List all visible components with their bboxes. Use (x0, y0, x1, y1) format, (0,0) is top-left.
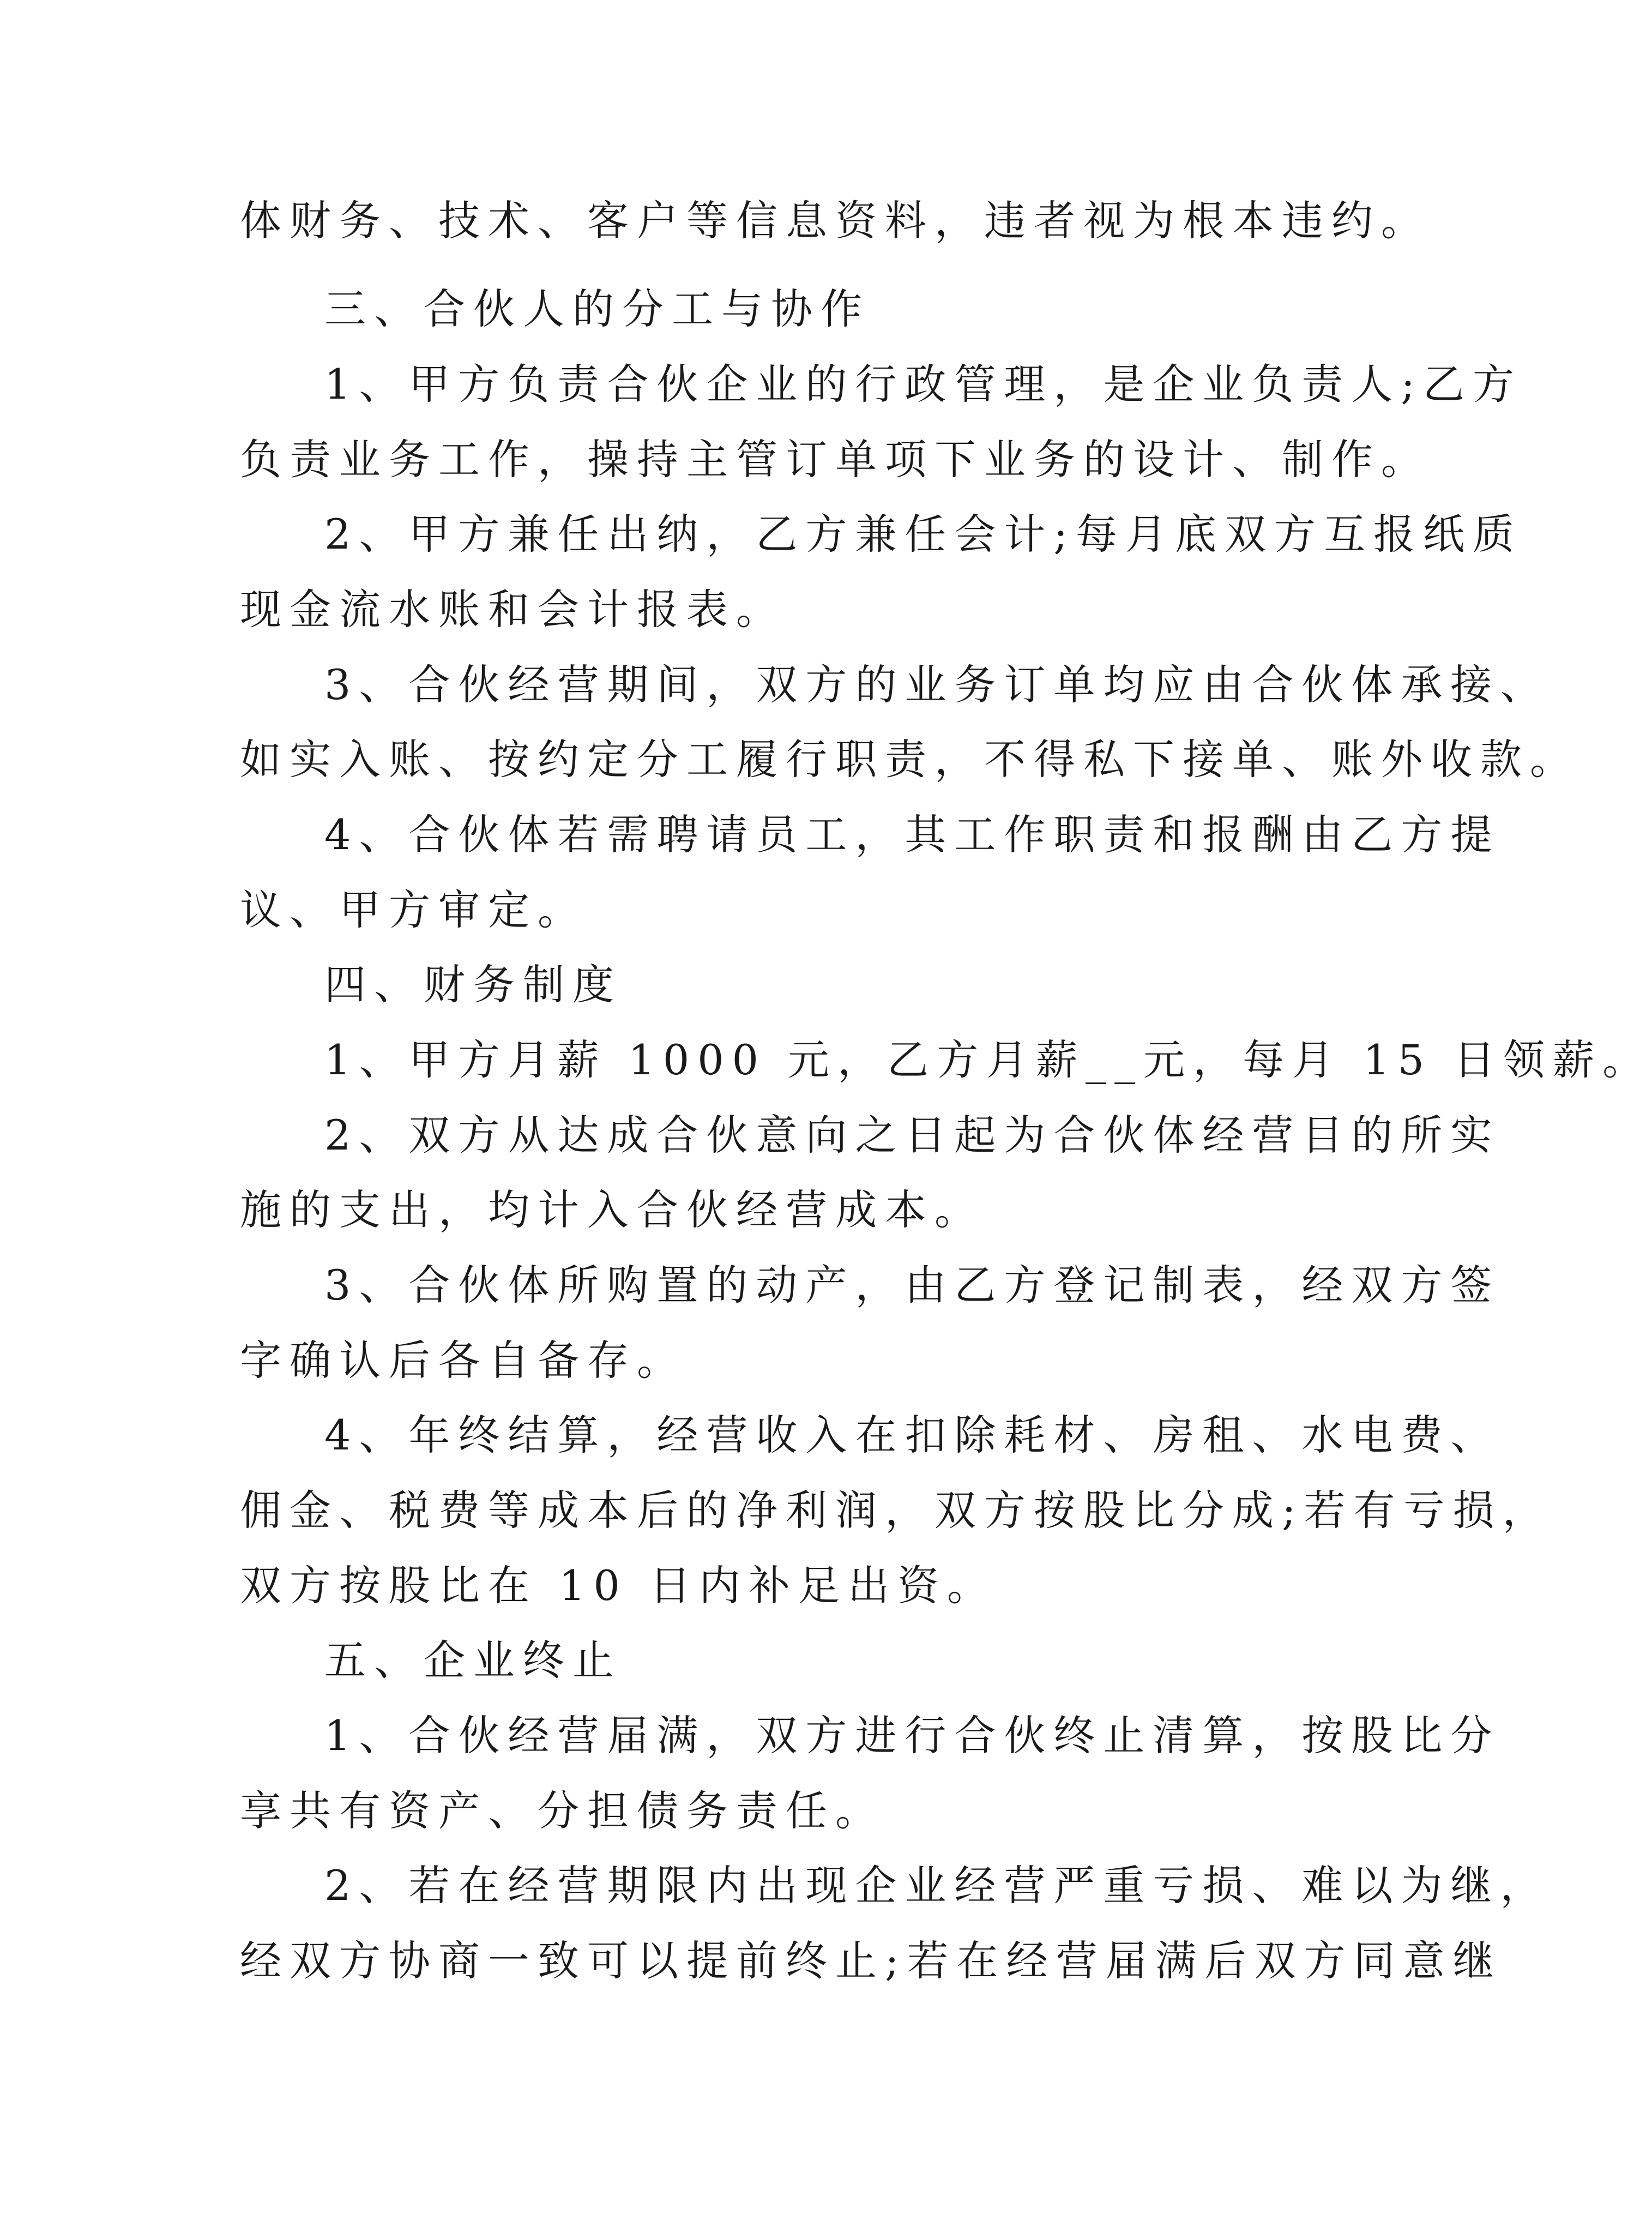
section-heading: 四、财务制度 (324, 960, 622, 1009)
text-line: 现金流水账和会计报表。 (240, 585, 786, 634)
text-line: 双方按股比在 10 日内补足出资。 (240, 1561, 997, 1610)
text-line: 施的支出，均计入合伙经营成本。 (240, 1186, 984, 1234)
text-line: 1、甲方负责合伙企业的行政管理，是企业负责人;乙方 (324, 360, 1522, 408)
section-heading: 三、合伙人的分工与协作 (324, 285, 870, 333)
text-line: 1、甲方月薪 1000 元，乙方月薪__元，每月 15 日领薪。 (324, 1036, 1652, 1084)
text-line: 经双方协商一致可以提前终止;若在经营届满后双方同意继 (240, 1936, 1503, 1985)
text-line: 2、若在经营期限内出现企业经营严重亏损、难以为继， (324, 1861, 1550, 1910)
text-line: 1、合伙经营届满，双方进行合伙终止清算，按股比分 (324, 1711, 1500, 1760)
section-heading: 五、企业终止 (324, 1636, 622, 1684)
text-line: 议、甲方审定。 (240, 886, 587, 934)
text-line: 负责业务工作，操持主管订单项下业务的设计、制作。 (240, 435, 1431, 484)
text-line: 3、合伙体所购置的动产，由乙方登记制表，经双方签 (324, 1261, 1500, 1309)
text-line: 4、合伙体若需聘请员工，其工作职责和报酬由乙方提 (324, 810, 1500, 859)
text-line: 4、年终结算，经营收入在扣除耗材、房租、水电费、 (324, 1411, 1500, 1459)
text-line: 2、甲方兼任出纳，乙方兼任会计;每月底双方互报纸质 (324, 510, 1522, 558)
text-line: 字确认后各自备存。 (240, 1336, 686, 1385)
text-line: 佣金、税费等成本后的净利润，双方按股比分成;若有亏损， (240, 1486, 1552, 1535)
text-line: 如实入账、按约定分工履行职责，不得私下接单、账外收款。 (240, 735, 1579, 784)
text-line: 享共有资产、分担债务责任。 (240, 1786, 885, 1835)
text-line: 体财务、技术、客户等信息资料，违者视为根本违约。 (240, 196, 1431, 245)
text-line: 2、双方从达成合伙意向之日起为合伙体经营目的所实 (324, 1111, 1500, 1159)
text-line: 3、合伙经营期间，双方的业务订单均应由合伙体承接、 (324, 660, 1550, 709)
